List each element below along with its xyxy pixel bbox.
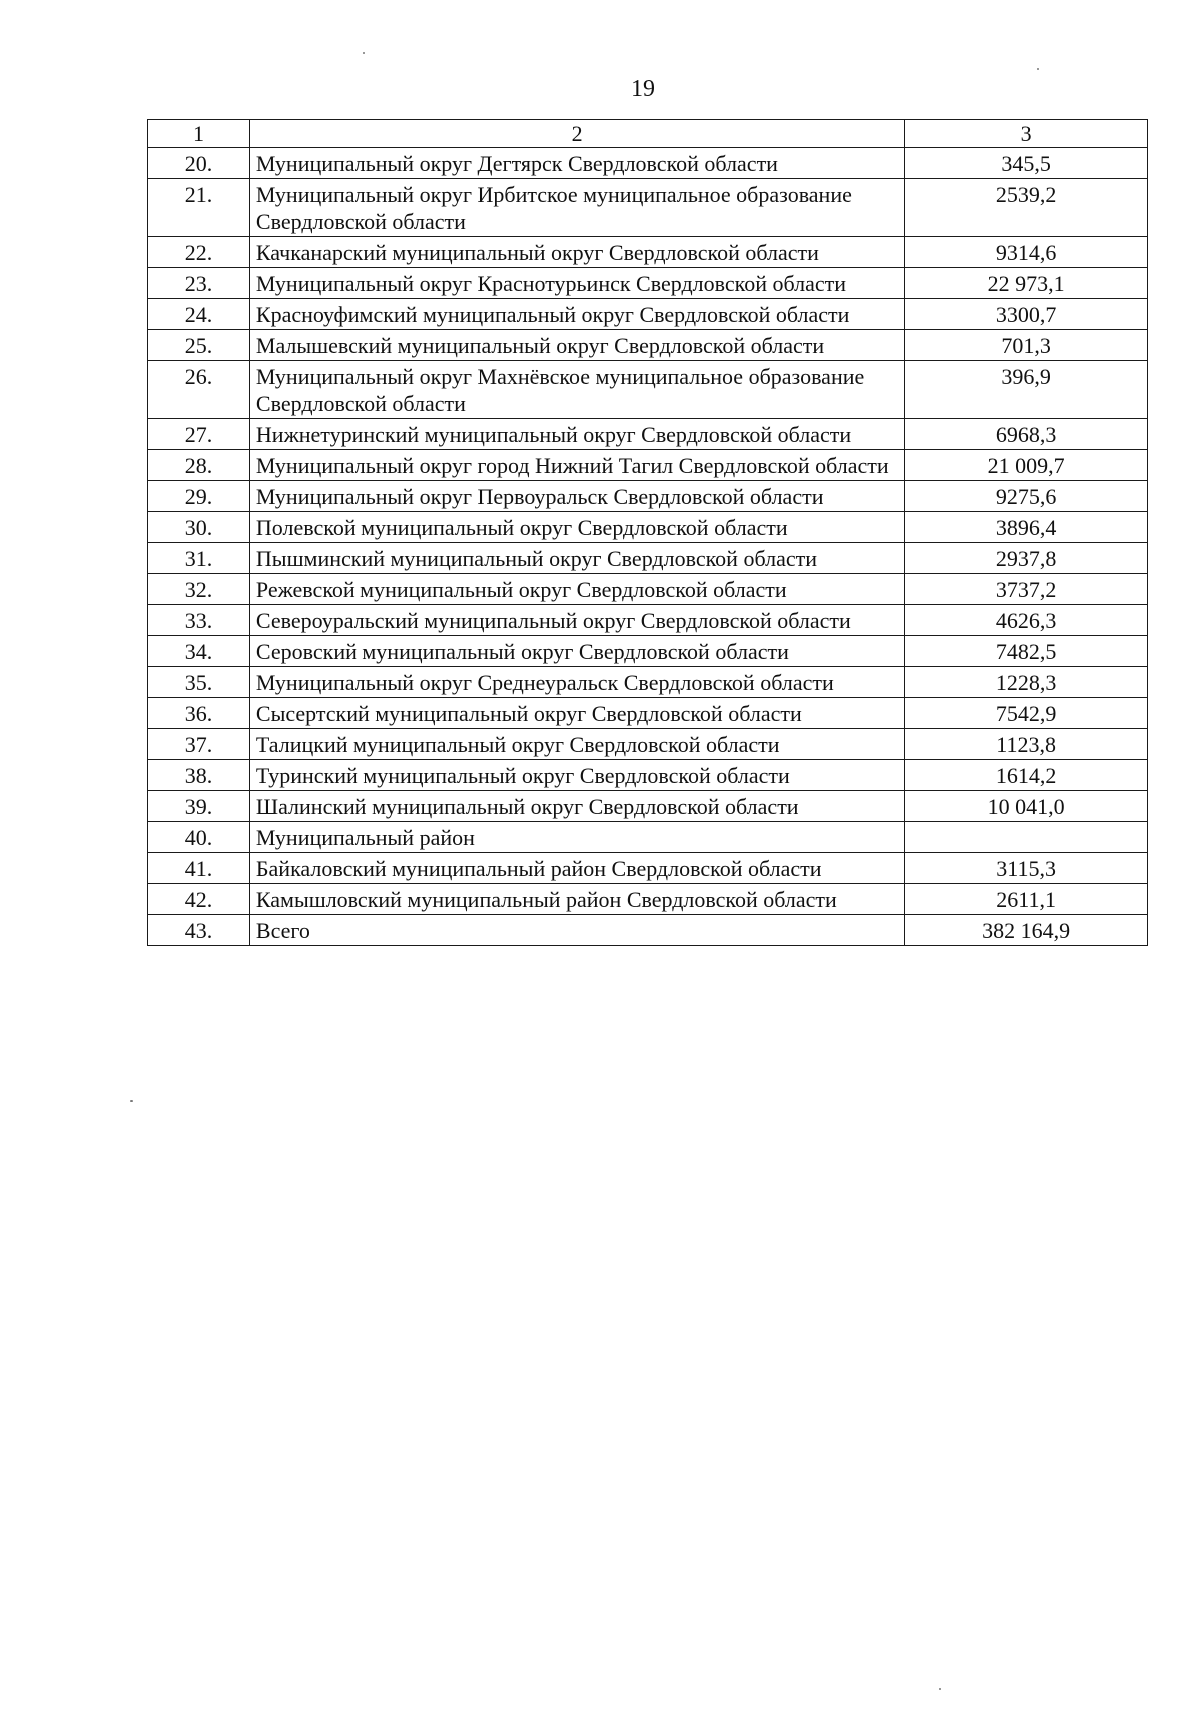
amount-value: 22 973,1: [905, 268, 1148, 299]
row-number: 22.: [148, 237, 250, 268]
amount-value: [905, 822, 1148, 853]
amount-value: 3115,3: [905, 853, 1148, 884]
municipality-name: Шалинский муниципальный округ Свердловской области: [249, 791, 904, 822]
row-number: 31.: [148, 543, 250, 574]
row-number: 27.: [148, 419, 250, 450]
row-number: 21.: [148, 179, 250, 237]
table-row: [148, 791, 1148, 822]
amount-value: 9275,6: [905, 481, 1148, 512]
municipality-name: Муниципальный район: [249, 822, 904, 853]
amount-value: 3300,7: [905, 299, 1148, 330]
row-number: 39.: [148, 791, 250, 822]
row-number: 43.: [148, 915, 250, 946]
row-number: 32.: [148, 574, 250, 605]
municipality-name: Североуральский муниципальный округ Свердловской области: [249, 605, 904, 636]
municipality-name: Качканарский муниципальный округ Свердловской области: [249, 237, 904, 268]
amount-value: 345,5: [905, 148, 1148, 179]
table-row: [148, 884, 1148, 915]
table-row: [148, 822, 1148, 853]
amount-value: 3896,4: [905, 512, 1148, 543]
table-row: [148, 268, 1148, 299]
amount-value: 4626,3: [905, 605, 1148, 636]
municipality-name: Режевской муниципальный округ Свердловской области: [249, 574, 904, 605]
table-row: [148, 729, 1148, 760]
row-number: 35.: [148, 667, 250, 698]
table-row: [148, 574, 1148, 605]
municipality-name: Сысертский муниципальный округ Свердловской области: [249, 698, 904, 729]
column-header-2: 2: [249, 120, 904, 148]
row-number: 36.: [148, 698, 250, 729]
table-row: [148, 605, 1148, 636]
table-row: [148, 698, 1148, 729]
municipality-name: Пышминский муниципальный округ Свердловской области: [249, 543, 904, 574]
table-row: [148, 915, 1148, 946]
municipality-name: Всего: [249, 915, 904, 946]
page-number: 19: [631, 76, 655, 102]
row-number: 33.: [148, 605, 250, 636]
row-number: 42.: [148, 884, 250, 915]
amount-value: 382 164,9: [905, 915, 1148, 946]
amount-value: 1123,8: [905, 729, 1148, 760]
municipality-name: Серовский муниципальный округ Свердловской области: [249, 636, 904, 667]
scan-speck: [939, 1688, 941, 1690]
column-header-3: 3: [905, 120, 1148, 148]
amount-value: 1228,3: [905, 667, 1148, 698]
amount-value: 2539,2: [905, 179, 1148, 237]
scan-speck: [363, 52, 365, 54]
amount-value: 9314,6: [905, 237, 1148, 268]
municipality-name: Полевской муниципальный округ Свердловской области: [249, 512, 904, 543]
municipality-name: Муниципальный округ Ирбитское муниципальное образование Свердловской области: [249, 179, 904, 237]
table-row: [148, 512, 1148, 543]
amount-value: 396,9: [905, 361, 1148, 419]
row-number: 34.: [148, 636, 250, 667]
amount-value: 7482,5: [905, 636, 1148, 667]
allocation-table: [147, 119, 1148, 946]
amount-value: 6968,3: [905, 419, 1148, 450]
table-row: [148, 361, 1148, 419]
amount-value: 701,3: [905, 330, 1148, 361]
table-row: [148, 450, 1148, 481]
amount-value: 7542,9: [905, 698, 1148, 729]
row-number: 20.: [148, 148, 250, 179]
municipality-name: Малышевский муниципальный округ Свердловской области: [249, 330, 904, 361]
municipality-name: Муниципальный округ Махнёвское муниципальное образование Свердловской области: [249, 361, 904, 419]
table-row: [148, 481, 1148, 512]
amount-value: 2937,8: [905, 543, 1148, 574]
table-row: [148, 330, 1148, 361]
row-number: 23.: [148, 268, 250, 299]
table-row: [148, 636, 1148, 667]
municipality-name: Талицкий муниципальный округ Свердловской области: [249, 729, 904, 760]
municipality-name: Нижнетуринский муниципальный округ Свердловской области: [249, 419, 904, 450]
table-row: [148, 419, 1148, 450]
row-number: 25.: [148, 330, 250, 361]
row-number: 38.: [148, 760, 250, 791]
table-row: [148, 148, 1148, 179]
municipality-name: Байкаловский муниципальный район Свердловской области: [249, 853, 904, 884]
municipality-name: Муниципальный округ Дегтярск Свердловской области: [249, 148, 904, 179]
municipality-name: Красноуфимский муниципальный округ Свердловской области: [249, 299, 904, 330]
table-row: [148, 543, 1148, 574]
municipality-name: Муниципальный округ Среднеуральск Свердловской области: [249, 667, 904, 698]
table-row: [148, 853, 1148, 884]
row-number: 28.: [148, 450, 250, 481]
table-row: [148, 179, 1148, 237]
municipality-name: Муниципальный округ город Нижний Тагил Свердловской области: [249, 450, 904, 481]
table-row: [148, 299, 1148, 330]
row-number: 24.: [148, 299, 250, 330]
table-row: [148, 760, 1148, 791]
amount-value: 21 009,7: [905, 450, 1148, 481]
table-row: [148, 667, 1148, 698]
municipality-name: Муниципальный округ Первоуральск Свердловской области: [249, 481, 904, 512]
amount-value: 2611,1: [905, 884, 1148, 915]
row-number: 41.: [148, 853, 250, 884]
row-number: 29.: [148, 481, 250, 512]
amount-value: 3737,2: [905, 574, 1148, 605]
column-header-1: 1: [148, 120, 250, 148]
row-number: 30.: [148, 512, 250, 543]
municipality-name: Муниципальный округ Краснотурьинск Свердловской области: [249, 268, 904, 299]
scan-speck: [130, 1100, 133, 1102]
row-number: 37.: [148, 729, 250, 760]
row-number: 26.: [148, 361, 250, 419]
amount-value: 1614,2: [905, 760, 1148, 791]
municipality-name: Камышловский муниципальный район Свердловской области: [249, 884, 904, 915]
table-header-row: [148, 120, 1148, 148]
table-row: [148, 237, 1148, 268]
scan-speck: [1037, 68, 1039, 70]
amount-value: 10 041,0: [905, 791, 1148, 822]
municipality-name: Туринский муниципальный округ Свердловской области: [249, 760, 904, 791]
row-number: 40.: [148, 822, 250, 853]
